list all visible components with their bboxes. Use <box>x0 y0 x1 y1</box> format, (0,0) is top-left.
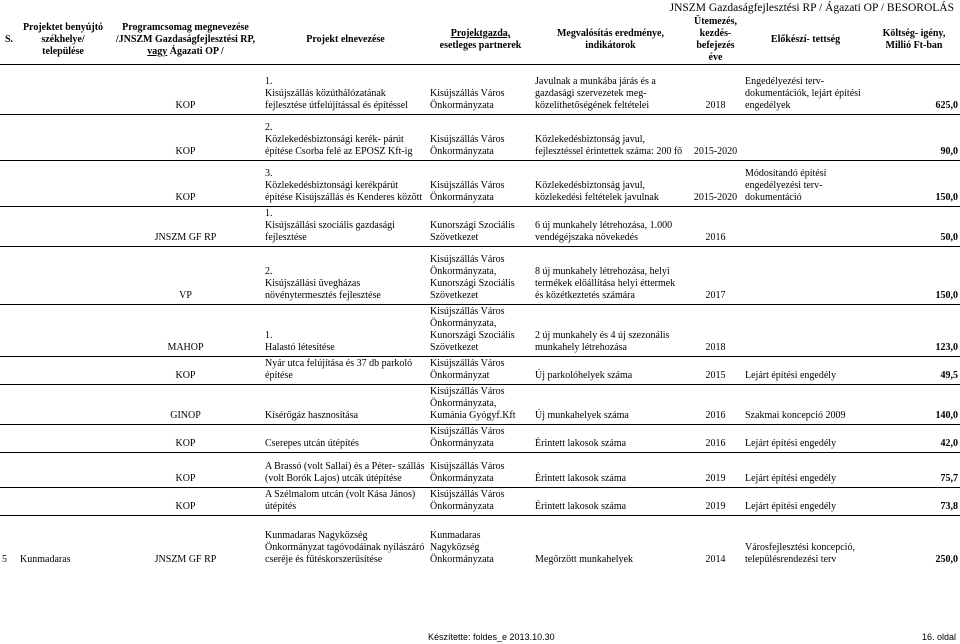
row-cost: 50,0 <box>868 207 960 247</box>
col-cost: Költség- igény, Millió Ft-ban <box>868 16 960 65</box>
row-prep: Lejárt építési engedély <box>743 488 868 516</box>
row-settlement <box>18 247 108 305</box>
row-owner: Kisújszállás Város Önkormányzata <box>428 488 533 516</box>
row-settlement <box>18 65 108 115</box>
row-outcome: Érintett lakosok száma <box>533 425 688 453</box>
col-settlement: Projektet benyújtó székhelye/ települése <box>18 16 108 65</box>
row-program: MAHOP <box>108 305 263 357</box>
row-owner: Kisújszállás Város Önkormányzata, Kunországi Szociális Szövetkezet <box>428 305 533 357</box>
row-sz: 5 <box>0 516 18 568</box>
row-project: Kísérőgáz hasznosítása <box>263 385 428 425</box>
row-prep: Lejárt építési engedély <box>743 453 868 488</box>
row-cost: 150,0 <box>868 161 960 207</box>
row-sz <box>0 453 18 488</box>
row-program: KOP <box>108 453 263 488</box>
row-settlement <box>18 161 108 207</box>
row-prep: Engedélyezési terv- dokumentációk, lejárt építési engedélyek <box>743 65 868 115</box>
row-sz <box>0 305 18 357</box>
row-owner: Kisújszállás Város Önkormányzata <box>428 453 533 488</box>
footer-made-by: Készítette: foldes_e 2013.10.30 <box>428 632 555 642</box>
row-cost: 75,7 <box>868 453 960 488</box>
row-project: 1. Kisújszállási szociális gazdasági fejlesztése <box>263 207 428 247</box>
row-year: 2018 <box>688 305 743 357</box>
col-program-line1: Programcsomag megnevezése <box>122 22 249 33</box>
col-owner-line1: Projektgazda, <box>450 28 511 39</box>
row-owner: Kisújszállás Város Önkormányzata, Kumánia Gyógyf.Kft <box>428 385 533 425</box>
footer-page-number: 16. oldal <box>921 632 956 642</box>
col-outcome: Megvalósítás eredménye, indikátorok <box>533 16 688 65</box>
row-program: VP <box>108 247 263 305</box>
row-owner: Kunmadaras Nagyközség Önkormányzata <box>428 516 533 568</box>
row-program: KOP <box>108 65 263 115</box>
row-outcome: Új parkolóhelyek száma <box>533 357 688 385</box>
row-program: GINOP <box>108 385 263 425</box>
row-settlement <box>18 115 108 161</box>
row-year: 2018 <box>688 65 743 115</box>
row-owner: Kisújszállás Város Önkormányzat <box>428 357 533 385</box>
row-outcome: Javulnak a munkába járás és a gazdasági szervezetek meg- közelíthetőségének feltételei <box>533 65 688 115</box>
projects-table <box>0 16 960 568</box>
row-program: KOP <box>108 488 263 516</box>
table-row <box>0 357 960 385</box>
row-project: 2. Kisújszállási üvegházas növénytermesztés fejlesztése <box>263 247 428 305</box>
row-sz <box>0 207 18 247</box>
table-row <box>0 207 960 247</box>
row-outcome: Új munkahelyek száma <box>533 385 688 425</box>
row-cost: 123,0 <box>868 305 960 357</box>
row-prep <box>743 305 868 357</box>
table-row <box>0 385 960 425</box>
table-row <box>0 161 960 207</box>
row-owner: Kisújszállás Város Önkormányzata, Kunországi Szociális Szövetkezet <box>428 247 533 305</box>
row-prep <box>743 115 868 161</box>
row-prep: Lejárt építési engedély <box>743 357 868 385</box>
row-settlement <box>18 385 108 425</box>
row-cost: 150,0 <box>868 247 960 305</box>
row-settlement: Kunmadaras <box>18 516 108 568</box>
row-prep <box>743 207 868 247</box>
row-outcome: Közlekedésbiztonság javul, közlekedési feltételek javulnak <box>533 161 688 207</box>
row-project: Kunmadaras Nagyközség Önkormányzat tagóvodáinak nyílászáró cseréje és fűtéskorszerűsítése <box>263 516 428 568</box>
col-program <box>108 16 263 65</box>
row-settlement <box>18 305 108 357</box>
row-settlement <box>18 357 108 385</box>
row-owner: Kisújszállás Város Önkormányzata <box>428 115 533 161</box>
row-project: 3. Közlekedésbiztonsági kerékpárút építése Kisújszállás és Kenderes között <box>263 161 428 207</box>
row-outcome: 6 új munkahely létrehozása, 1.000 vendégéjszaka növekedés <box>533 207 688 247</box>
col-owner <box>428 16 533 65</box>
row-year: 2014 <box>688 516 743 568</box>
table-row <box>0 247 960 305</box>
row-cost: 49,5 <box>868 357 960 385</box>
col-schedule: Ütemezés, kezdés- befejezés éve <box>688 16 743 65</box>
row-sz <box>0 385 18 425</box>
col-program-line2: /JNSZM Gazdaságfejlesztési RP, <box>115 34 256 45</box>
row-outcome: Érintett lakosok száma <box>533 488 688 516</box>
row-project: 1. Kisújszállás közúthálózatának fejlesztése útfelújítással és építéssel <box>263 65 428 115</box>
row-settlement <box>18 453 108 488</box>
row-settlement <box>18 425 108 453</box>
row-prep: Szakmai koncepció 2009 <box>743 385 868 425</box>
row-year: 2019 <box>688 453 743 488</box>
row-project: 1. Halastó létesítése <box>263 305 428 357</box>
vagy-link[interactable]: vagy <box>147 46 168 57</box>
col-owner-line2: esetleges partnerek <box>439 40 522 51</box>
row-program: JNSZM GF RP <box>108 207 263 247</box>
row-cost: 73,8 <box>868 488 960 516</box>
row-year: 2016 <box>688 207 743 247</box>
row-settlement <box>18 207 108 247</box>
row-outcome: Megőrzött munkahelyek <box>533 516 688 568</box>
row-sz <box>0 65 18 115</box>
row-cost: 625,0 <box>868 65 960 115</box>
col-sz: S. <box>0 16 18 65</box>
row-settlement <box>18 488 108 516</box>
row-prep: Lejárt építési engedély <box>743 425 868 453</box>
row-program: KOP <box>108 115 263 161</box>
row-year: 2015-2020 <box>688 115 743 161</box>
row-outcome: 8 új munkahely létrehozása, helyi termékek előállítása helyi éttermek és közétkeztetés számára <box>533 247 688 305</box>
table-row <box>0 425 960 453</box>
page-header-title: JNSZM Gazdaságfejlesztési RP / Ágazati OP / BESOROLÁS <box>669 2 954 14</box>
row-cost: 42,0 <box>868 425 960 453</box>
table-row <box>0 115 960 161</box>
row-owner: Kisújszállás Város Önkormányzata <box>428 425 533 453</box>
row-program: KOP <box>108 357 263 385</box>
row-year: 2016 <box>688 385 743 425</box>
row-project: 2. Közlekedésbiztonsági kerék- párút építése Csorba felé az EPOSZ Kft-ig <box>263 115 428 161</box>
row-sz <box>0 488 18 516</box>
row-year: 2017 <box>688 247 743 305</box>
table-row <box>0 516 960 568</box>
row-year: 2019 <box>688 488 743 516</box>
row-project: Nyár utca felújítása és 37 db parkoló építése <box>263 357 428 385</box>
col-prep: Előkészí- tettség <box>743 16 868 65</box>
row-project: Cserepes utcán útépítés <box>263 425 428 453</box>
row-prep <box>743 247 868 305</box>
row-year: 2015-2020 <box>688 161 743 207</box>
row-program: KOP <box>108 425 263 453</box>
row-owner: Kunországi Szociális Szövetkezet <box>428 207 533 247</box>
table-row <box>0 65 960 115</box>
row-sz <box>0 247 18 305</box>
table-header-row <box>0 16 960 65</box>
row-project: A Szélmalom utcán (volt Kása János) útépítés <box>263 488 428 516</box>
row-outcome: Közlekedésbiztonság javul, fejlesztéssel érintettek száma: 200 fő <box>533 115 688 161</box>
row-outcome: 2 új munkahely és 4 új szezonális munkahely létrehozása <box>533 305 688 357</box>
table-row <box>0 453 960 488</box>
row-prep: Városfejlesztési koncepció, településrendezési terv <box>743 516 868 568</box>
col-project-name: Projekt elnevezése <box>263 16 428 65</box>
row-prep: Módosítandó építési engedélyezési terv- dokumentáció <box>743 161 868 207</box>
row-outcome: Érintett lakosok száma <box>533 453 688 488</box>
row-cost: 250,0 <box>868 516 960 568</box>
row-program: KOP <box>108 161 263 207</box>
row-sz <box>0 161 18 207</box>
row-year: 2016 <box>688 425 743 453</box>
row-sz <box>0 357 18 385</box>
row-owner: Kisújszállás Város Önkormányzata <box>428 161 533 207</box>
row-project: A Brassó (volt Sallai) és a Péter- szállás (volt Borók Lajos) utcák útépítése <box>263 453 428 488</box>
row-program: JNSZM GF RP <box>108 516 263 568</box>
col-program-line3-rest: Ágazati OP / <box>167 46 224 57</box>
row-cost: 90,0 <box>868 115 960 161</box>
table-row <box>0 305 960 357</box>
table-row <box>0 488 960 516</box>
col-program-line3 <box>110 46 261 58</box>
row-sz <box>0 425 18 453</box>
row-year: 2015 <box>688 357 743 385</box>
row-owner: Kisújszállás Város Önkormányzata <box>428 65 533 115</box>
row-sz <box>0 115 18 161</box>
row-cost: 140,0 <box>868 385 960 425</box>
